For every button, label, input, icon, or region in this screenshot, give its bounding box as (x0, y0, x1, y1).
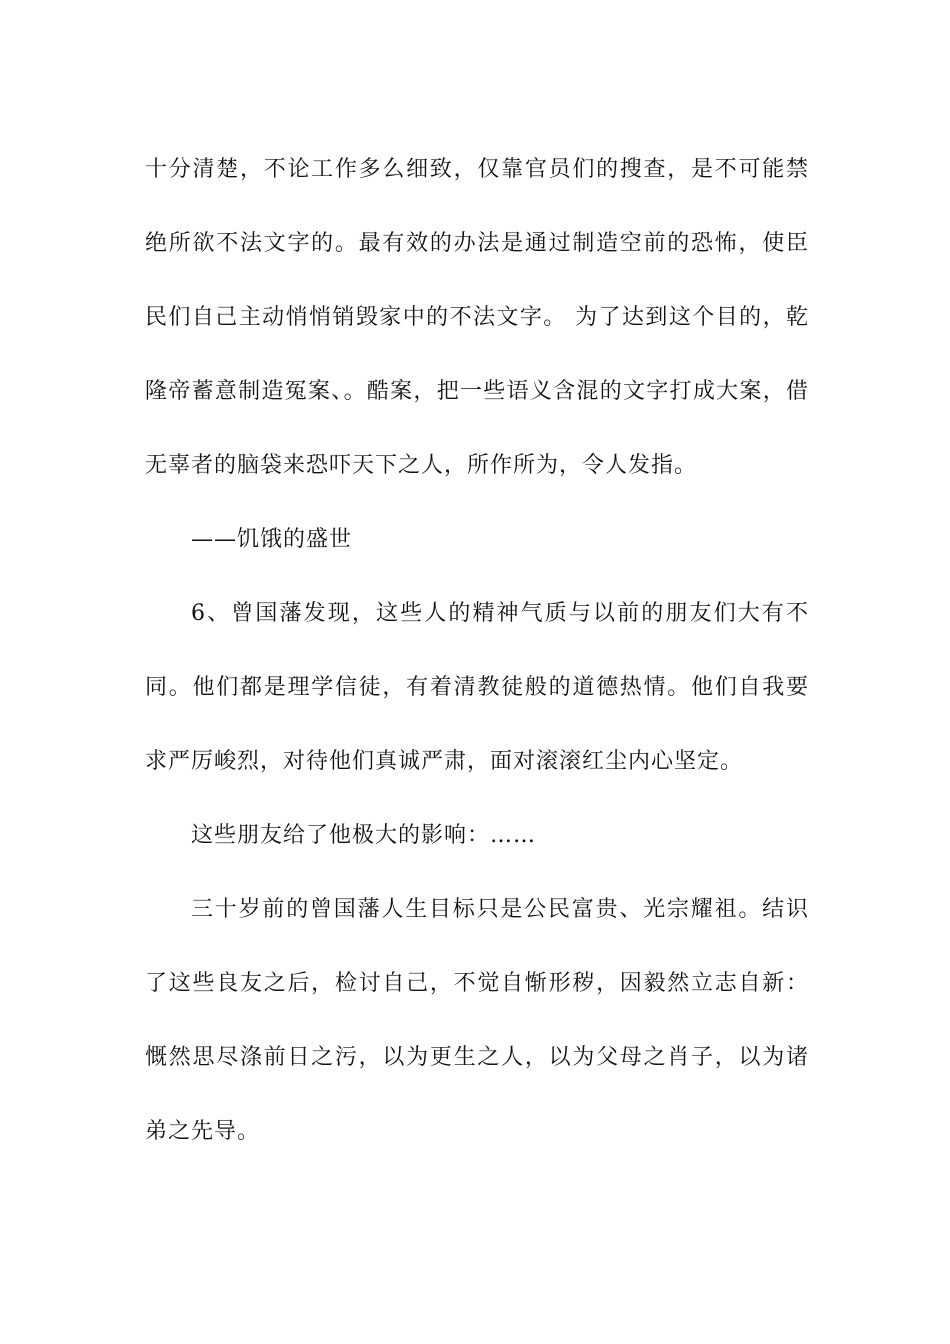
paragraph-friends-influence: 这些朋友给了他极大的影响：…… (191, 823, 537, 848)
paragraph-source-citation: ——饥饿的盛世 (191, 527, 353, 552)
paragraph-self-renewal: 三十岁前的曾国藩人生目标只是公民富贵、光宗耀祖。结识了这些良友之后，检讨自己，不觉自惭形秽，因毅然立志自新：慨然思尽涤前日之污，以为更生之人，以为父母之肖子，以为诸弟之先导。 (145, 897, 809, 1144)
paragraph-item-6: 6、曾国藩发现，这些人的精神气质与以前的朋友们大有不同。他们都是理学信徒，有着清教徒般的道德热情。他们自我要求严厉峻烈，对待他们真诚严肃，面对滚滚红尘内心坚定。 (145, 601, 809, 774)
paragraph-text-inquisition: 十分清楚，不论工作多么细致，仅靠官员们的搜查，是不可能禁绝所欲不法文字的。最有效的办法是通过制造空前的恐怖，使臣民们自己主动悄悄销毁家中的不法文字。 为了达到这个目的，乾隆帝蓄意制造冤案、。酷案，把一些语义含混的文字打成大案，借无辜者的脑袋来恐吓天下之人，所作所为，令人发指。 (145, 157, 809, 478)
document-body (145, 133, 809, 1169)
